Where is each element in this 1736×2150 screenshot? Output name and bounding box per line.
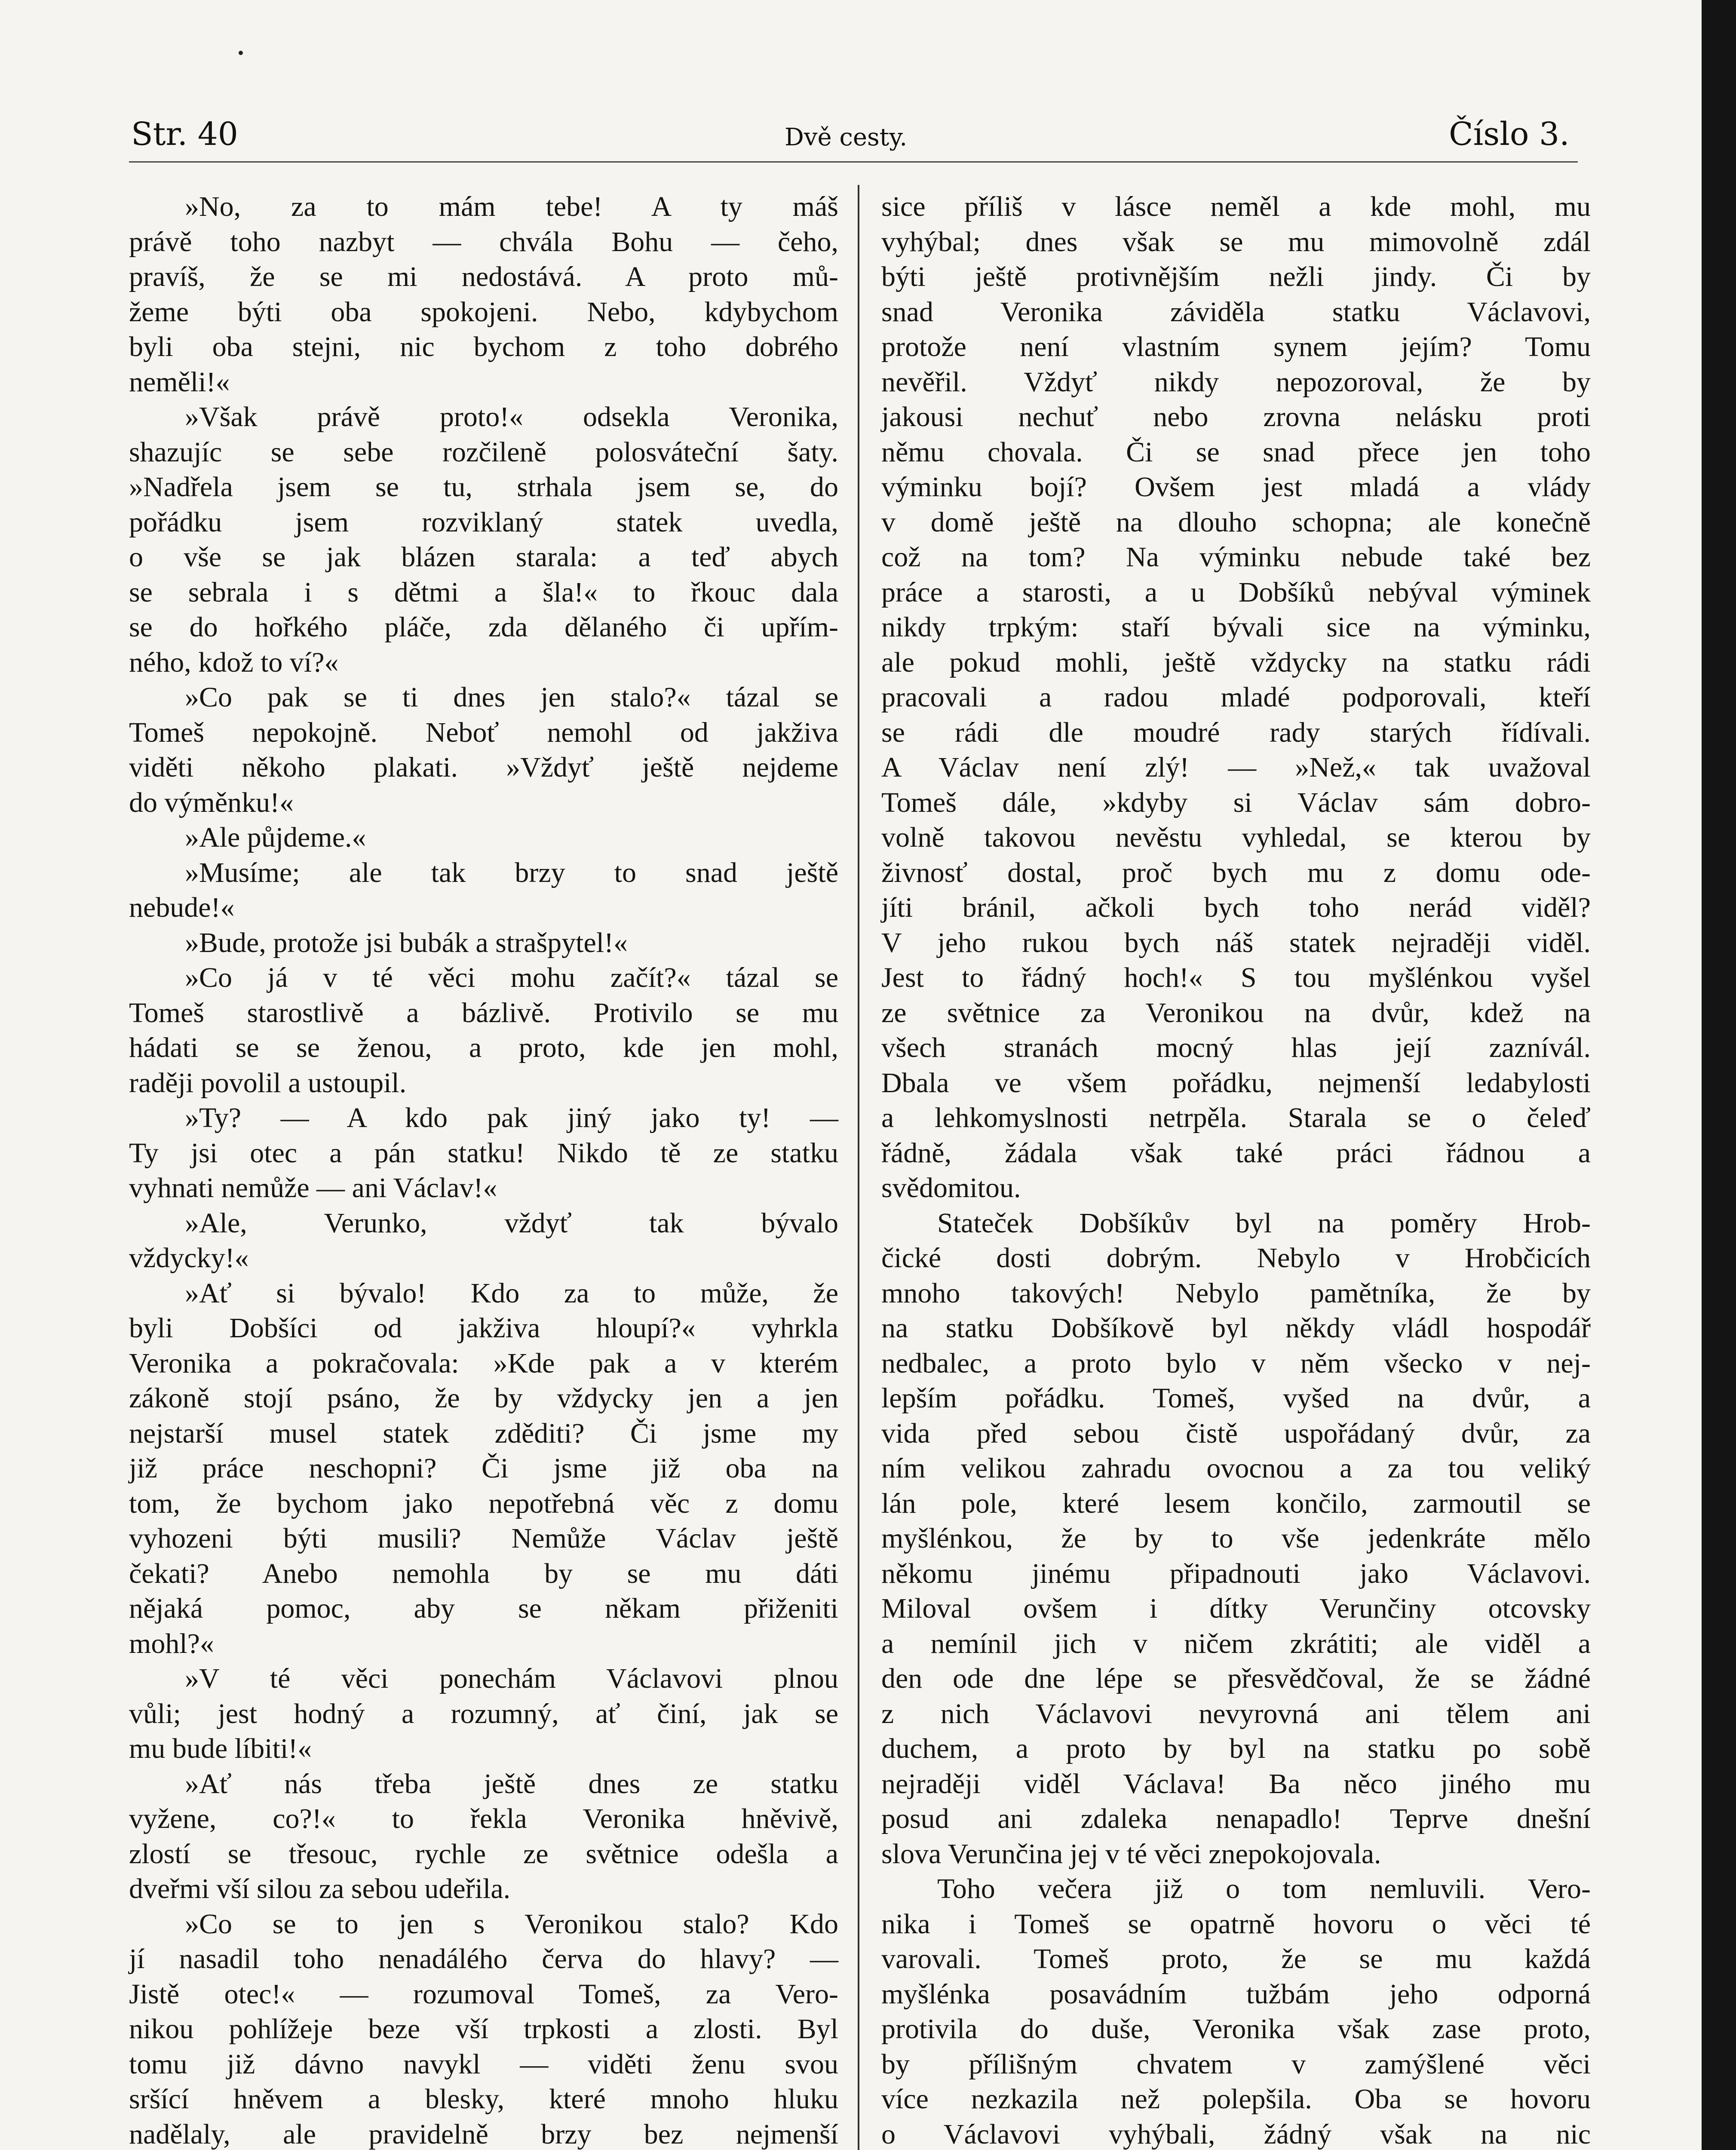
text-line: žeme býti oba spokojeni. Nebo, kdybychom — [129, 296, 838, 328]
text-line: ale pokud mohli, ještě vždycky na statku rádi — [881, 646, 1591, 678]
text-line: A Václav není zlý! — »Než,« tak uvažoval — [881, 752, 1591, 783]
text-line: vůli; jest hodný a rozumný, ať činí, jak se — [129, 1698, 838, 1729]
page-number-header: Str. 40 — [131, 116, 238, 153]
text-line: Miloval ovšem i dítky Verunčiny otcovsky — [881, 1593, 1591, 1624]
paragraph — [129, 1206, 838, 1276]
text-line: neměli!« — [129, 366, 230, 398]
text-line: Tomeš nepokojně. Neboť nemohl od jakživa — [129, 716, 838, 748]
text-line: na statku Dobšíkově byl někdy vládl hospodář — [881, 1312, 1591, 1344]
text-line: »Co pak se ti dnes jen stalo?« tázal se — [185, 682, 838, 713]
text-line: Tomeš dále, »kdyby si Václav sám dobro- — [881, 786, 1591, 818]
text-line: nikdy trpkým: staří bývali sice na výminku, — [881, 611, 1591, 643]
text-line: myšlénka posavádním tužbám jeho odporná — [881, 1978, 1591, 2010]
column-divider — [858, 185, 859, 2150]
text-line: Dbala ve všem pořádku, nejmenší ledabylosti — [881, 1067, 1591, 1099]
text-line: a nemínil jich v ničem zkrátiti; ale viděl a — [881, 1628, 1591, 1659]
text-line: nikou pohlížeje beze vší trpkosti a zlosti. Byl — [129, 2013, 838, 2045]
text-line: by přílišným chvatem v zamýšlené věci — [881, 2048, 1591, 2080]
text-line: se rádi dle moudré rady starých řídívali. — [881, 716, 1591, 748]
text-line: myšlénkou, že by to vše jedenkráte mělo — [881, 1523, 1591, 1554]
text-line: ného, kdož to ví?« — [129, 646, 339, 678]
paragraph — [881, 1206, 1591, 1872]
text-line: svědomitou. — [881, 1172, 1021, 1204]
text-line: více nezkazila než polepšila. Oba se hovoru — [881, 2083, 1591, 2115]
text-line: tomu již dávno navykl — viděti ženu svou — [129, 2048, 838, 2080]
text-line: »Ať nás třeba ještě dnes ze statku — [185, 1768, 838, 1800]
issue-number-header: Číslo 3. — [1449, 116, 1570, 153]
text-line: Ty jsi otec a pán statku! Nikdo tě ze statku — [129, 1137, 838, 1169]
text-line: volně takovou nevěstu vyhledal, se kterou by — [881, 822, 1591, 853]
text-line: Tomeš starostlivě a bázlivě. Protivilo se mu — [129, 997, 838, 1029]
text-line: býti ještě protivnějším nežli jindy. Či by — [881, 261, 1591, 292]
text-line: vyhnati nemůže — ani Václav!« — [129, 1172, 497, 1204]
text-line: »V té věci ponechám Václavovi plnou — [185, 1663, 838, 1694]
paragraph — [129, 1907, 838, 2150]
text-line: práce a starosti, a u Dobšíků nebýval výminek — [881, 576, 1591, 608]
right-column — [881, 189, 1591, 2150]
header-rule — [129, 161, 1578, 163]
text-line: vida před sebou čistě uspořádaný dvůr, za — [881, 1417, 1591, 1449]
text-line: se sebrala i s dětmi a šla!« to řkouc dala — [129, 576, 838, 608]
text-line: »Ty? — A kdo pak jiný jako ty! — — [185, 1102, 838, 1133]
text-line: hádati se se ženou, a proto, kde jen mohl, — [129, 1032, 838, 1063]
text-line: ním velikou zahradu ovocnou a za tou veliký — [881, 1453, 1591, 1484]
text-line: nějaká pomoc, aby se někam přiženiti — [129, 1593, 838, 1624]
paragraph — [129, 1276, 838, 1662]
text-line: z nich Václavovi nevyrovná ani tělem ani — [881, 1698, 1591, 1729]
paragraph — [129, 1100, 838, 1206]
text-line: ze světnice za Veronikou na dvůr, kdež na — [881, 997, 1591, 1029]
text-line: »Ale, Verunko, vždyť tak bývalo — [185, 1207, 838, 1239]
text-line: do výměnku!« — [129, 786, 294, 818]
text-line: viděti někoho plakati. »Vždyť ještě nejdeme — [129, 752, 838, 783]
text-line: mohl?« — [129, 1628, 214, 1659]
text-line: zákoně stojí psáno, že by vždycky jen a jen — [129, 1382, 838, 1414]
text-line: nedbalec, a proto bylo v něm všecko v nej- — [881, 1347, 1591, 1379]
text-line: lepším pořádku. Tomeš, vyšed na dvůr, a — [881, 1382, 1591, 1414]
text-line: dveřmi vší silou za sebou udeřila. — [129, 1873, 511, 1904]
text-line: mu bude líbiti!« — [129, 1733, 312, 1764]
paragraph — [881, 1871, 1591, 2150]
text-line: živnosť dostal, proč bych mu z domu ode- — [881, 857, 1591, 888]
text-line: o vše se jak blázen starala: a teď abych — [129, 541, 838, 573]
text-line: varovali. Tomeš proto, že se mu každá — [881, 1943, 1591, 1975]
text-line: někomu jinému připadnouti jako Václavovi. — [881, 1557, 1591, 1589]
text-line: vždycky!« — [129, 1242, 249, 1274]
text-line: což na tom? Na výminku nebude také bez — [881, 541, 1591, 573]
text-line: Stateček Dobšíkův byl na poměry Hrob- — [937, 1207, 1591, 1239]
text-line: jakousi nechuť nebo zrovna nelásku proti — [881, 401, 1591, 433]
text-line: Toho večera již o tom nemluvili. Vero- — [937, 1873, 1591, 1904]
paragraph — [129, 1661, 838, 1766]
text-line: den ode dne lépe se přesvědčoval, že se žádné — [881, 1663, 1591, 1694]
text-line: shazujíc se sebe rozčileně polosváteční šaty. — [129, 436, 838, 468]
text-line: zlostí se třesouc, rychle ze světnice odešla a — [129, 1838, 838, 1870]
paragraph — [129, 680, 838, 820]
text-line: pořádku jsem rozviklaný statek uvedla, — [129, 506, 838, 538]
text-line: a lehkomyslnosti netrpěla. Starala se o čeleď — [881, 1102, 1591, 1133]
text-line: V jeho rukou bych náš statek nejraději viděl. — [881, 927, 1591, 958]
text-line: lán pole, které lesem končilo, zarmoutil se — [881, 1487, 1591, 1519]
text-line: protivila do duše, Veronika však zase proto, — [881, 2013, 1591, 2045]
text-line: mnoho takových! Nebylo pamětníka, že by — [881, 1277, 1591, 1309]
text-line: všech stranách mocný hlas její zaznívál. — [881, 1032, 1591, 1063]
text-line: němu chovala. Či se snad přece jen toho — [881, 436, 1591, 468]
text-line: Jistě otec!« — rozumoval Tomeš, za Vero- — [129, 1978, 838, 2010]
text-line: byli oba stejni, nic bychom z toho dobrého — [129, 331, 838, 362]
text-line: protože není vlastním synem jejím? Tomu — [881, 331, 1591, 362]
running-title: Dvě cesty. — [785, 123, 908, 151]
text-line: právě toho nazbyt — chvála Bohu — čeho, — [129, 226, 838, 258]
text-line: jíti bránil, ačkoli bych toho nerád viděl? — [881, 892, 1591, 923]
text-line: »Musíme; ale tak brzy to snad ještě — [185, 857, 838, 888]
text-line: nika i Tomeš se opatrně hovoru o věci té — [881, 1908, 1591, 1940]
text-line: vyhýbal; dnes však se mu mimovolně zdál — [881, 226, 1591, 258]
text-line: Jest to řádný hoch!« S tou myšlénkou vyšel — [881, 962, 1591, 993]
scan-border — [1702, 0, 1736, 2150]
text-line: »Však právě proto!« odsekla Veronika, — [185, 401, 838, 433]
paragraph — [129, 960, 838, 1100]
paragraph — [881, 189, 1591, 1206]
text-line: vyžene, co?!« to řekla Veronika hněvivě, — [129, 1803, 838, 1834]
scan-speck — [239, 51, 243, 55]
paragraph — [129, 189, 838, 399]
text-line: nevěřil. Vždyť nikdy nepozoroval, že by — [881, 366, 1591, 398]
paragraph — [129, 820, 838, 855]
text-line: »Co se to jen s Veronikou stalo? Kdo — [185, 1908, 838, 1940]
text-line: Veronika a pokračovala: »Kde pak a v kterém — [129, 1347, 838, 1379]
text-line: raději povolil a ustoupil. — [129, 1067, 407, 1099]
paragraph — [129, 925, 838, 961]
text-line: již práce neschopni? Či jsme již oba na — [129, 1453, 838, 1484]
text-line: snad Veronika záviděla statku Václavovi, — [881, 296, 1591, 328]
text-line: se do hořkého pláče, zda dělaného či upřím- — [129, 611, 838, 643]
text-line: pracovali a radou mladé podporovali, kteří — [881, 682, 1591, 713]
text-line: posud ani zdaleka nenapadlo! Teprve dnešní — [881, 1803, 1591, 1834]
text-line: nejstarší musel statek zděditi? Či jsme my — [129, 1417, 838, 1449]
text-line: »Ale půjdeme.« — [185, 822, 366, 853]
text-line: nejraději viděl Václava! Ba něco jiného mu — [881, 1768, 1591, 1800]
text-line: sršící hněvem a blesky, které mnoho hluku — [129, 2083, 838, 2115]
text-line: nebude!« — [129, 892, 235, 923]
text-line: nadělaly, ale pravidelně brzy bez nejmenší — [129, 2118, 838, 2150]
text-line: tom, že bychom jako nepotřebná věc z domu — [129, 1487, 838, 1519]
text-line: čické dosti dobrým. Nebylo v Hrobčicích — [881, 1242, 1591, 1274]
text-line: »Ať si bývalo! Kdo za to může, že — [185, 1277, 838, 1309]
paragraph — [129, 855, 838, 925]
text-line: o Václavovi vyhýbali, žádný však na nic — [881, 2118, 1591, 2150]
text-line: výminku bojí? Ovšem jest mladá a vlády — [881, 471, 1591, 503]
text-line: duchem, a proto by byl na statku po sobě — [881, 1733, 1591, 1764]
text-line: »Co já v té věci mohu začít?« tázal se — [185, 962, 838, 993]
text-line: řádně, žádala však také práci řádnou a — [881, 1137, 1591, 1169]
text-line: v domě ještě na dlouho schopna; ale konečně — [881, 506, 1591, 538]
text-line: čekati? Anebo nemohla by se mu dáti — [129, 1557, 838, 1589]
text-line: »Bude, protože jsi bubák a strašpytel!« — [185, 927, 628, 958]
text-line: pravíš, že se mi nedostává. A proto mů- — [129, 261, 838, 292]
paragraph — [129, 399, 838, 680]
text-line: vyhozeni býti musili? Nemůže Václav ještě — [129, 1523, 838, 1554]
left-column — [129, 189, 838, 2150]
text-line: sice příliš v lásce neměl a kde mohl, mu — [881, 191, 1591, 222]
text-line: byli Dobšíci od jakživa hloupí?« vyhrkla — [129, 1312, 838, 1344]
paragraph — [129, 1766, 838, 1907]
text-line: »No, za to mám tebe! A ty máš — [185, 191, 838, 222]
text-line: jí nasadil toho nenadálého červa do hlavy? — — [129, 1943, 838, 1975]
text-line: slova Verunčina jej v té věci znepokojovala. — [881, 1838, 1381, 1870]
text-line: »Nadřela jsem se tu, strhala jsem se, do — [129, 471, 838, 503]
